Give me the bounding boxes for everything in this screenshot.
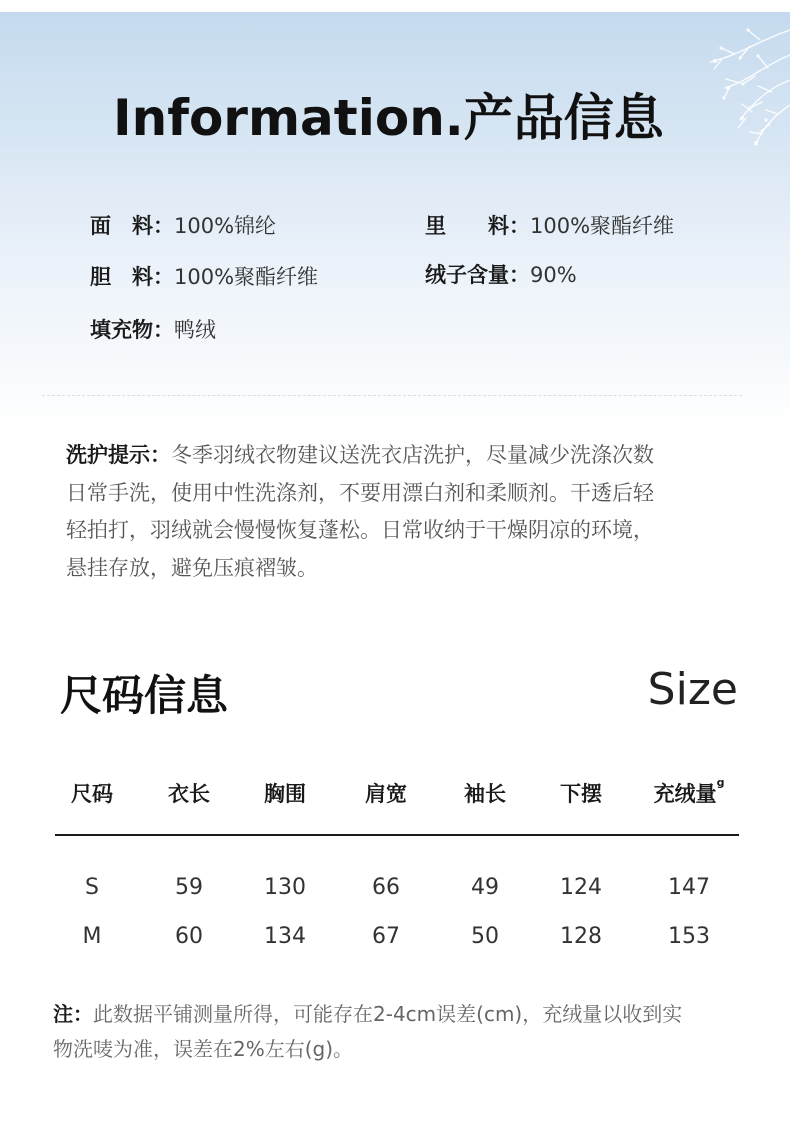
size-section-title: 尺码信息 (60, 671, 229, 720)
header-size: 尺码 (71, 782, 113, 806)
fill-unit: g (716, 776, 725, 789)
note-line: 物洗唛为准，误差在2%左右(g)。 (53, 1037, 354, 1061)
spec-label: 面 料： (90, 214, 174, 238)
fill-weight-label: 充绒量 (653, 782, 717, 806)
spec-label: 填充物： (90, 318, 174, 342)
cell-shoulder: 66 (372, 875, 400, 900)
header-length: 衣长 (168, 782, 210, 806)
cell-chest: 130 (264, 875, 306, 900)
cell-hem: 124 (560, 875, 602, 900)
care-line: 冬季羽绒衣物建议送洗衣店洗护，尽量减少洗涤次数 (171, 443, 654, 467)
size-table-header (0, 778, 790, 818)
care-instructions (66, 437, 746, 587)
header-sleeve: 袖长 (464, 782, 506, 806)
spec-lining (425, 210, 674, 240)
header-chest: 胸围 (264, 782, 306, 806)
care-label: 洗护提示： (66, 443, 171, 467)
spec-filling (90, 314, 216, 344)
cell-shoulder: 67 (372, 924, 400, 949)
note-label: 注： (53, 1002, 93, 1026)
cell-fill-weight: 147 (668, 875, 710, 900)
spec-down-content (425, 259, 577, 289)
spec-inner-shell (90, 261, 318, 291)
table-row (0, 875, 790, 915)
spec-label: 里 料： (425, 214, 530, 238)
cell-sleeve: 49 (471, 875, 499, 900)
spec-shell-fabric (90, 210, 276, 240)
cell-size: M (82, 924, 102, 949)
spec-label: 胆 料： (90, 265, 174, 289)
spec-value: 100%聚酯纤维 (174, 265, 319, 289)
section-divider (42, 395, 742, 396)
header-shoulder: 肩宽 (365, 782, 407, 806)
cell-length: 59 (175, 875, 203, 900)
table-row (0, 924, 790, 964)
measurement-note (53, 997, 743, 1067)
cell-size: S (85, 875, 99, 900)
spec-value: 100%锦纶 (174, 214, 277, 238)
cell-fill-weight: 153 (668, 924, 710, 949)
header-fill-weight (634, 778, 744, 808)
spec-value: 90% (530, 263, 577, 287)
table-header-rule (55, 834, 739, 836)
spec-value: 100%聚酯纤维 (530, 214, 675, 238)
cell-chest: 134 (264, 924, 306, 949)
header-hem: 下摆 (560, 782, 602, 806)
size-section-title-en: Size (647, 664, 738, 715)
care-line: 轻拍打，羽绒就会慢慢恢复蓬松。日常收纳于干燥阴凉的环境， (66, 518, 654, 542)
cell-sleeve: 50 (471, 924, 499, 949)
cell-hem: 128 (560, 924, 602, 949)
page-title: Information.产品信息 (113, 89, 664, 147)
care-line: 悬挂存放，避免压痕褶皱。 (66, 555, 318, 580)
spec-label: 绒子含量： (425, 263, 530, 287)
cell-length: 60 (175, 924, 203, 949)
note-line: 此数据平铺测量所得，可能存在2-4cm误差(cm)，充绒量以收到实 (93, 1002, 683, 1026)
spec-value: 鸭绒 (174, 318, 216, 342)
care-line: 日常手洗，使用中性洗涤剂，不要用漂白剂和柔顺剂。干透后轻 (66, 480, 654, 505)
